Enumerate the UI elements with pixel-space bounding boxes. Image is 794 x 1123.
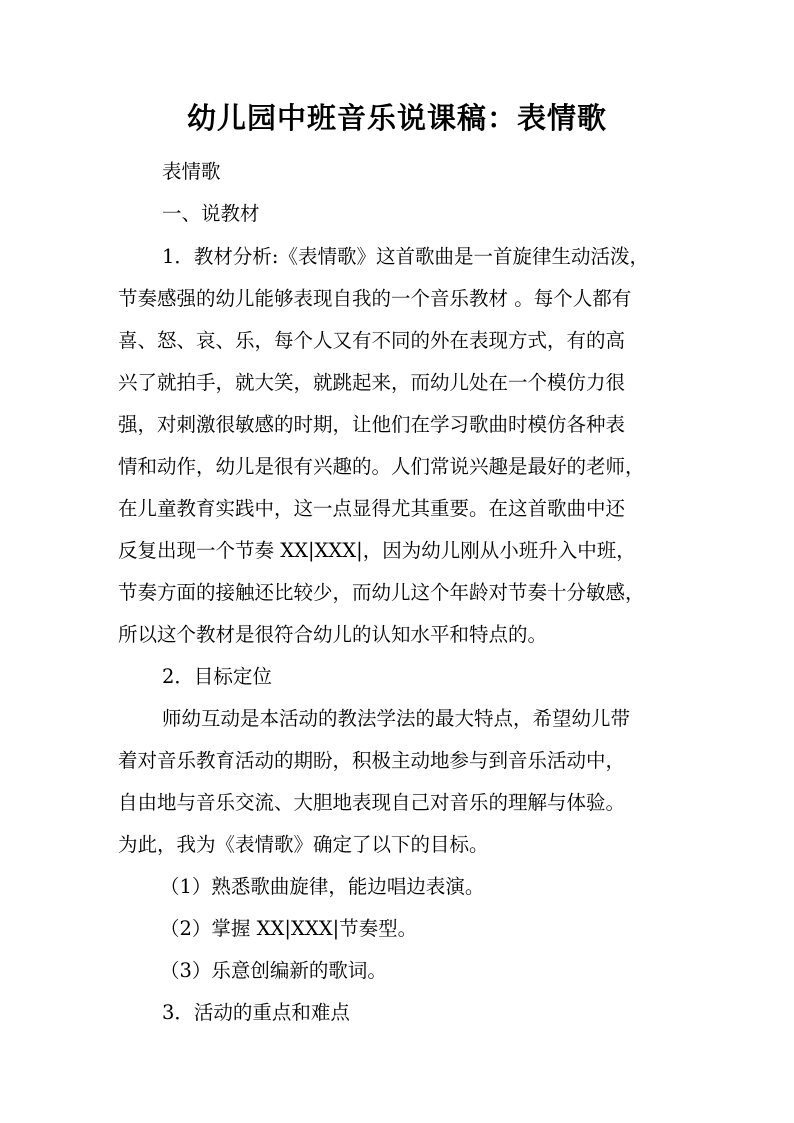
objective-item: （2）掌握 XX|XXX|节奏型。 — [160, 917, 418, 940]
section-heading: 2．目标定位 — [162, 665, 272, 688]
objective-item: （3）乐意创编新的歌词。 — [160, 959, 387, 982]
paragraph-line: 情和动作，幼儿是很有兴趣的。人们常说兴趣是最好的老师， — [118, 455, 645, 478]
paragraph-line: 反复出现一个节奏 XX|XXX|，因为幼儿刚从小班升入中班， — [118, 539, 636, 562]
objective-item: （1）熟悉歌曲旋律，能边唱边表演。 — [160, 875, 485, 898]
paragraph-line: 节奏感强的幼儿能够表现自我的一个音乐教材 。每个人都有 — [118, 287, 632, 310]
paragraph-line: 师幼互动是本活动的教法学法的最大特点，希望幼儿带 — [162, 707, 631, 730]
paragraph-line: 兴了就拍手，就大笑，就跳起来，而幼儿处在一个模仿力很 — [118, 371, 626, 394]
paragraph-line: 自由地与音乐交流、大胆地表现自己对音乐的理解与体验。 — [118, 791, 626, 814]
section-heading: 一、说教材 — [162, 202, 260, 225]
paragraph-line: 表情歌 — [162, 160, 221, 183]
paragraph-line: 在儿童教育实践中，这一点显得尤其重要。在这首歌曲中还 — [118, 497, 626, 520]
paragraph-line: 为此，我为《表情歌》确定了以下的目标。 — [118, 833, 489, 856]
paragraph-line: 所以这个教材是很符合幼儿的认知水平和特点的。 — [118, 623, 548, 646]
paragraph-line: 1．教材分析:《表情歌》这首歌曲是一首旋律生动活泼， — [162, 245, 649, 268]
paragraph-line: 节奏方面的接触还比较少，而幼儿这个年龄对节奏十分敏感， — [118, 581, 645, 604]
section-heading: 3．活动的重点和难点 — [162, 1001, 350, 1024]
document-title: 幼儿园中班音乐说课稿：表情歌 — [186, 101, 607, 135]
paragraph-line: 强，对刺激很敏感的时期，让他们在学习歌曲时模仿各种表 — [118, 413, 626, 436]
paragraph-line: 着对音乐教育活动的期盼，积极主动地参与到音乐活动中， — [118, 749, 626, 772]
paragraph-line: 喜、怒、哀、乐，每个人又有不同的外在表现方式，有的高 — [118, 329, 626, 352]
